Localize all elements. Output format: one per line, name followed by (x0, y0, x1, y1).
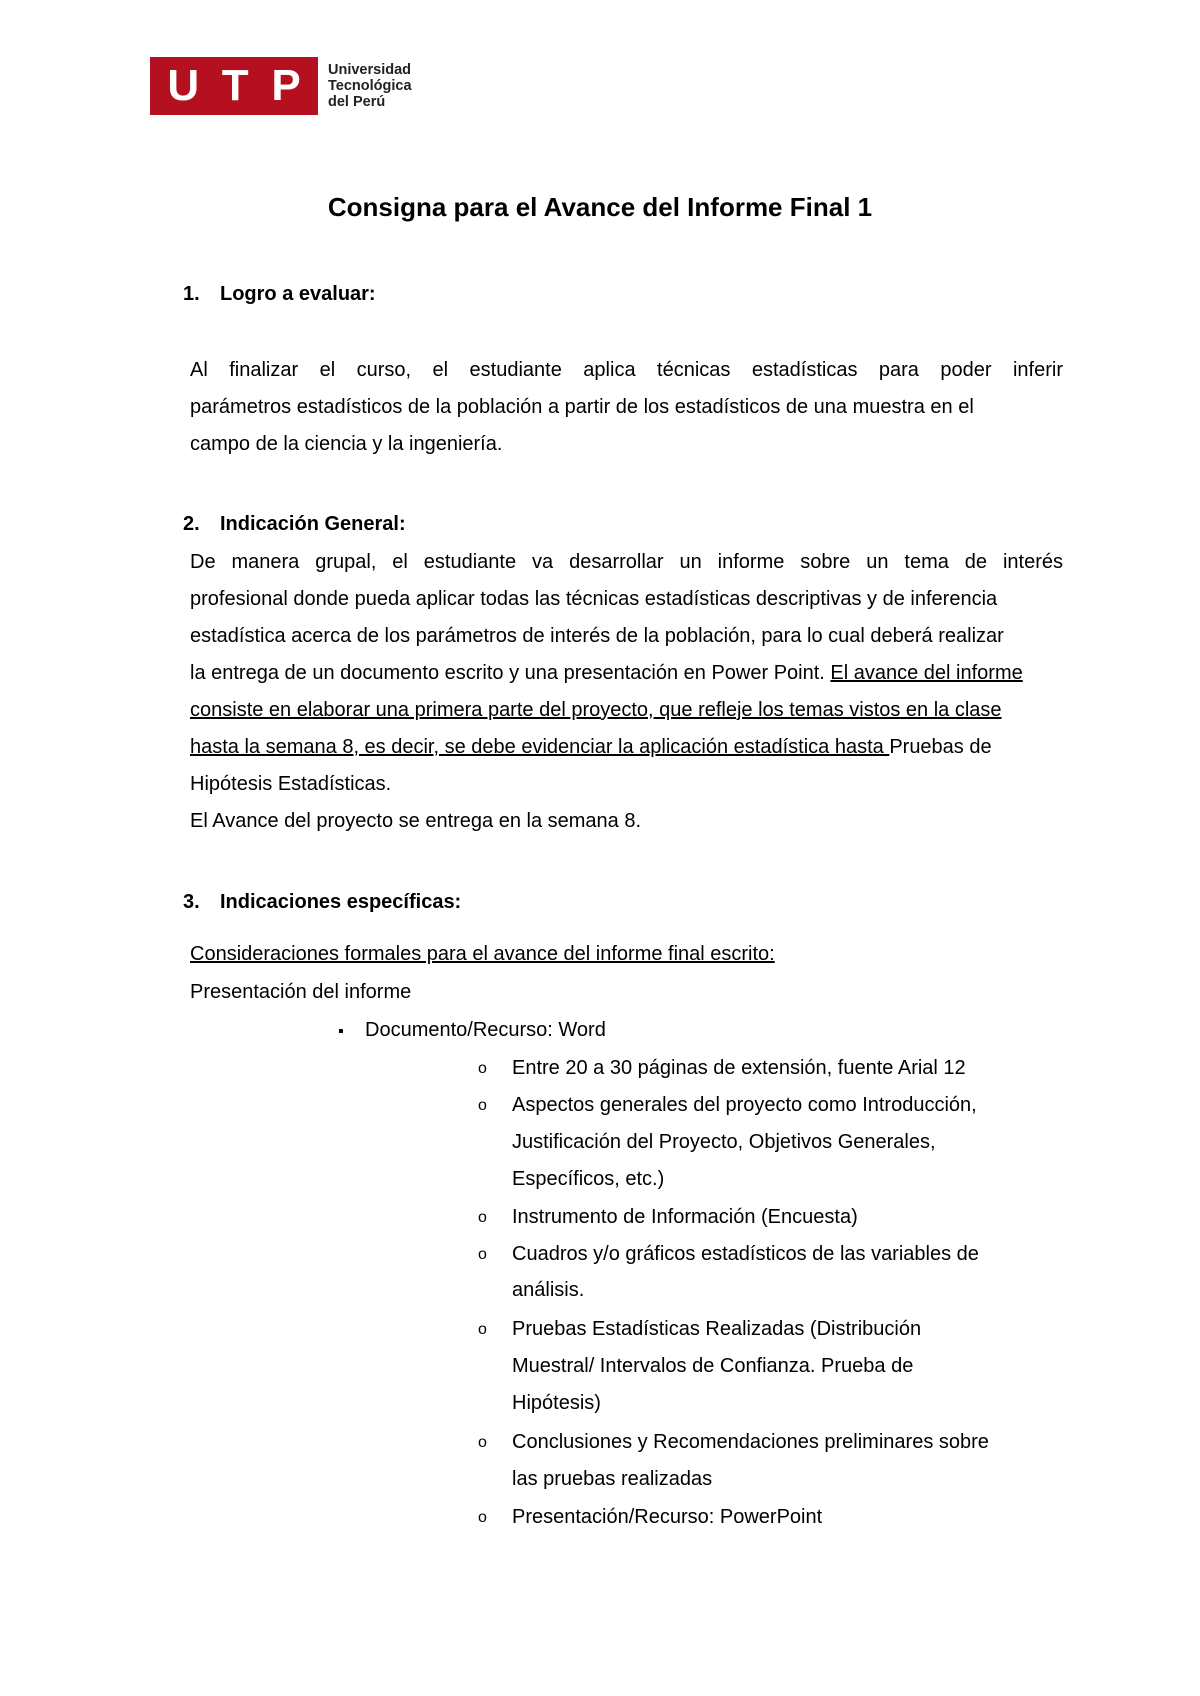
circle-bullet-icon: o (478, 1209, 487, 1226)
underlined-text: hasta la semana 8, es decir, se debe evidenciar la aplicación estadística hasta (190, 736, 890, 758)
bullet-item (338, 1012, 606, 1050)
sub-item-line: Presentación/Recurso: PowerPoint (512, 1506, 823, 1528)
sub-item-line: Específicos, etc.) (512, 1168, 665, 1190)
circle-bullet-icon: o (478, 1509, 487, 1526)
logo-mark (150, 57, 318, 115)
section-heading-3 (183, 888, 461, 916)
section-number: 2. (183, 513, 200, 535)
logo-line: Universidad (328, 62, 411, 78)
considerations-subtitle: Consideraciones formales para el avance del informe final escrito: (190, 943, 775, 965)
section-number: 3. (183, 891, 200, 913)
sub-item-line: Hipótesis) (512, 1392, 601, 1414)
utp-logo (150, 57, 412, 115)
underlined-text: consiste en elaborar una primera parte del proyecto, que refleje los temas vistos en la clase (190, 699, 1002, 721)
text-line: Al finalizar el curso, el estudiante aplica técnicas estadísticas para poder inferir (190, 359, 1063, 381)
circle-bullet-icon: o (478, 1246, 487, 1263)
text-line: campo de la ciencia y la ingeniería. (190, 433, 503, 455)
text-run: Pruebas de (889, 736, 992, 758)
text-line: profesional donde pueda aplicar todas las técnicas estadísticas descriptivas y de inferencia (190, 588, 998, 610)
sub-item-line: Muestral/ Intervalos de Confianza. Prueba de (512, 1355, 914, 1377)
section-title: Indicaciones específicas: (220, 891, 462, 913)
logo-wordmark (328, 62, 412, 110)
logo-letter-p: P (271, 61, 301, 110)
page-title: Consigna para el Avance del Informe Final 1 (327, 192, 873, 222)
sub-item-line: Conclusiones y Recomendaciones preliminares sobre (512, 1431, 989, 1453)
text-line: De manera grupal, el estudiante va desarrollar un informe sobre un tema de interés (190, 551, 1063, 573)
presentation-label: Presentación del informe (190, 981, 412, 1003)
bullet-text: Documento/Recurso: Word (365, 1019, 606, 1041)
text-run: la entrega de un documento escrito y una presentación en Power Point. (190, 662, 831, 684)
text-line: El Avance del proyecto se entrega en la semana 8. (190, 810, 642, 832)
section-title: Logro a evaluar: (220, 283, 376, 305)
sub-item-line: Instrumento de Información (Encuesta) (512, 1206, 858, 1228)
section-heading-1 (183, 280, 376, 308)
sub-item-line: Cuadros y/o gráficos estadísticos de las variables de (512, 1243, 979, 1265)
circle-bullet-icon: o (478, 1060, 487, 1077)
sub-item-line: las pruebas realizadas (512, 1468, 713, 1490)
sub-item-line: Justificación del Proyecto, Objetivos Generales, (512, 1131, 936, 1153)
text-line: Hipótesis Estadísticas. (190, 773, 392, 795)
section-number: 1. (183, 283, 200, 305)
section-heading-2 (183, 510, 406, 538)
logo-letter-u: U (167, 61, 200, 110)
section-title: Indicación General: (220, 513, 406, 535)
text-line: parámetros estadísticos de la población a partir de los estadísticos de una muestra en el (190, 396, 974, 418)
indicacion-paragraph (190, 544, 1063, 840)
sub-item-line: análisis. (512, 1279, 585, 1301)
sub-item-line: Pruebas Estadísticas Realizadas (Distribución (512, 1318, 922, 1340)
sub-item-line: Aspectos generales del proyecto como Introducción, (512, 1094, 977, 1116)
logo-letter-t: T (221, 61, 249, 110)
circle-bullet-icon: o (478, 1321, 487, 1338)
circle-bullet-icon: o (478, 1097, 487, 1114)
text-line (190, 729, 1063, 766)
logro-paragraph (190, 352, 1063, 463)
text-line: estadística acerca de los parámetros de interés de la población, para lo cual deberá realizar (190, 625, 1004, 647)
text-line (190, 655, 1063, 692)
square-bullet-icon: ▪ (338, 1023, 344, 1040)
logo-line: Tecnológica (328, 78, 412, 94)
underlined-text: El avance del informe (830, 662, 1023, 684)
logo-line: del Perú (328, 94, 386, 110)
circle-bullet-icon: o (478, 1434, 487, 1451)
sub-item-line: Entre 20 a 30 páginas de extensión, fuente Arial 12 (512, 1057, 966, 1079)
